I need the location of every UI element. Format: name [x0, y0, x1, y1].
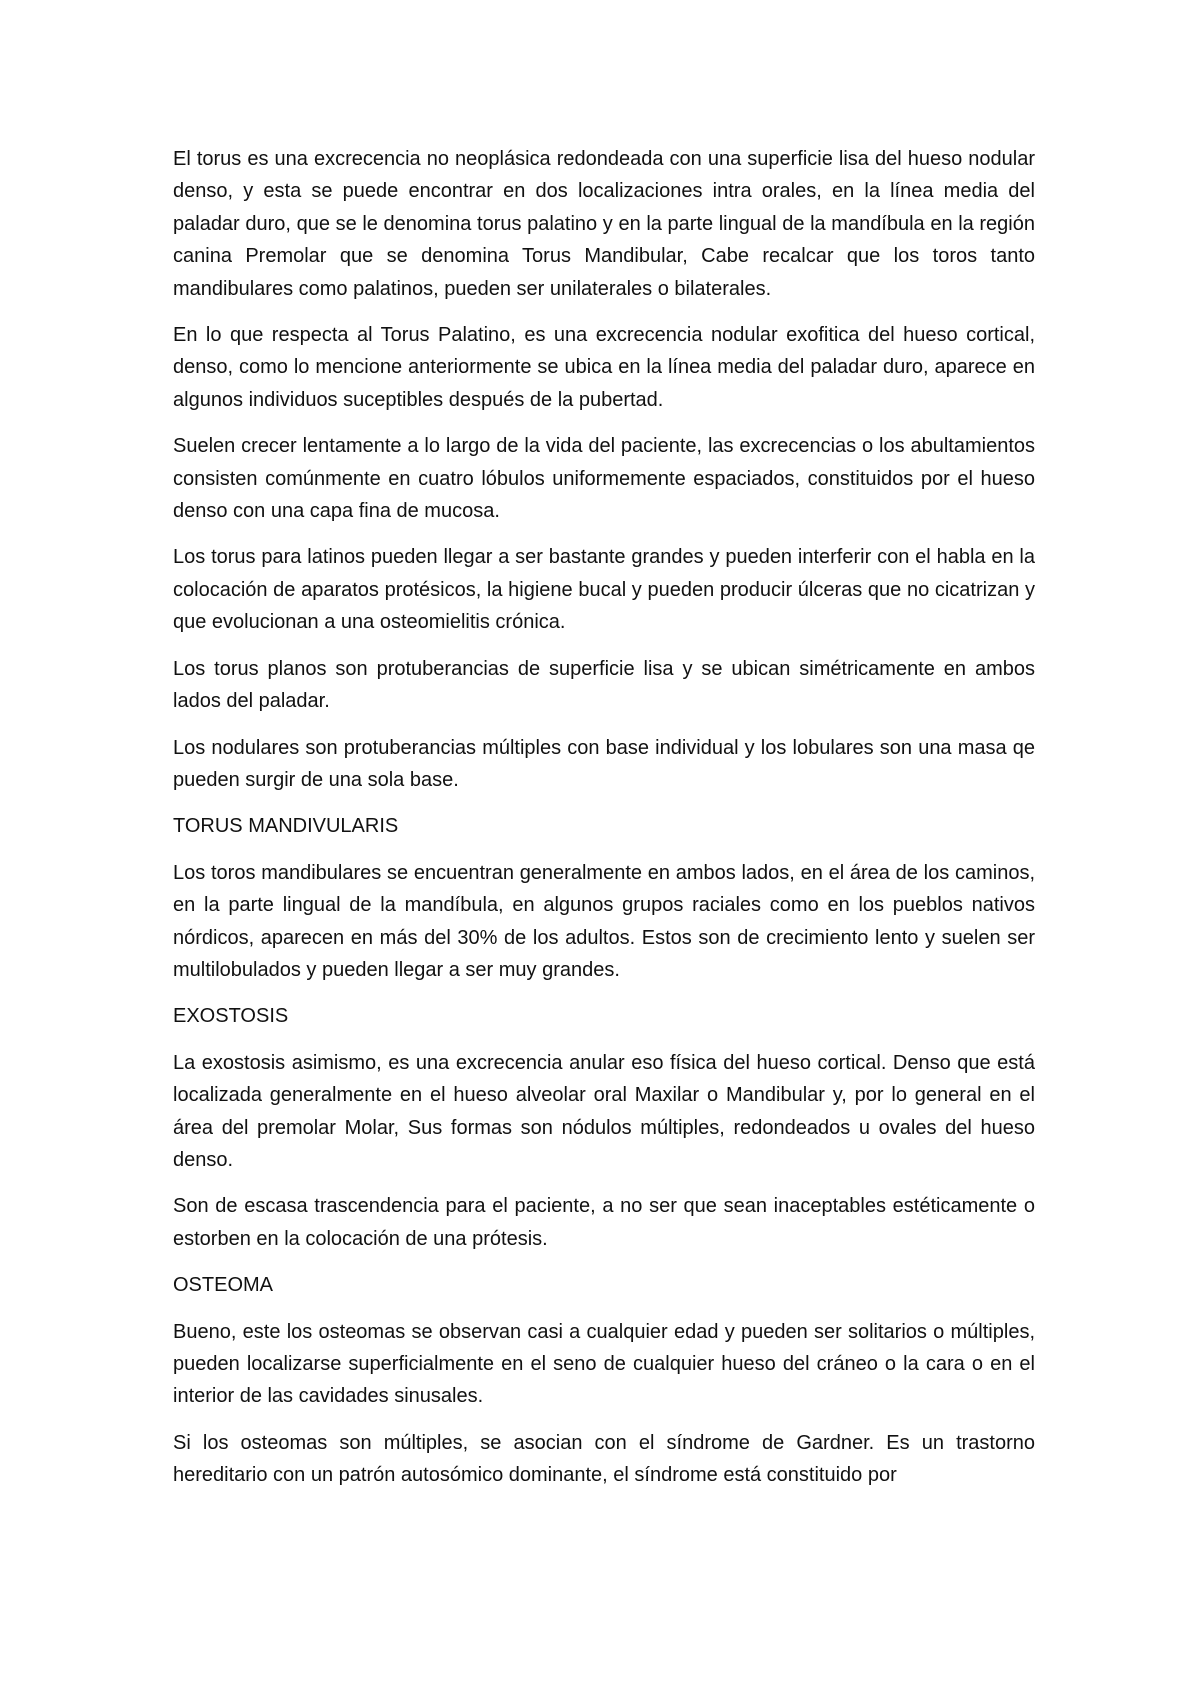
paragraph-torus-palatino: En lo que respecta al Torus Palatino, es una excrecencia nodular exofitica del hueso cortical, denso, como lo mencione anteriormente se ubica en la línea media del paladar duro, aparece en algunos individuos suceptibles después de la pubertad.	[173, 324, 1035, 411]
heading-torus-mandibularis: TORUS MANDIVULARIS	[173, 815, 399, 838]
heading-osteoma: OSTEOMA	[173, 1274, 274, 1297]
paragraph-trascendencia: Son de escasa trascendencia para el paciente, a no ser que sean inaceptables estéticamente o estorben en la colocación de una prótesis.	[173, 1195, 1035, 1250]
paragraph-osteomas: Bueno, este los osteomas se observan casi a cualquier edad y pueden ser solitarios o múltiples, pueden localizarse superficialmente en el seno de cualquier hueso del cráneo o la cara o en el interior de las cavidades sinusales.	[173, 1320, 1035, 1408]
paragraph-exostosis: La exostosis asimismo, es una excrecencia anular eso física del hueso cortical. Denso que está localizada generalmente en el hueso alveolar oral Maxilar o Mandibular y, por lo general en el área del premolar Molar, Sus formas son nódulos múltiples, redondeados u ovales del hueso denso.	[173, 1051, 1035, 1171]
paragraph-torus-intro: El torus es una excrecencia no neoplásica redondeada con una superficie lisa del hueso nodular denso, y esta se puede encontrar en dos localizaciones intra orales, en la línea media del paladar duro, que se le denomina torus palatino y en la parte lingual de la mandíbula en la región canina Premolar que se denomina Torus Mandibular, Cabe recalcar que los toros tanto mandibulares como palatinos, pueden ser unilaterales o bilaterales.	[173, 148, 1035, 300]
paragraph-crecimiento: Suelen crecer lentamente a lo largo de la vida del paciente, las excrecencias o los abultamientos consisten comúnmente en cuatro lóbulos uniformemente espaciados, constituidos por el hueso denso con una capa fina de mucosa.	[173, 435, 1035, 523]
paragraph-nodulares: Los nodulares son protuberancias múltiples con base individual y los lobulares son una masa qe pueden surgir de una sola base.	[173, 736, 1035, 791]
document-body	[173, 143, 1035, 1506]
paragraph-torus-planos: Los torus planos son protuberancias de superficie lisa y se ubican simétricamente en ambos lados del paladar.	[173, 657, 1035, 713]
paragraph-torus-grandes: Los torus para latinos pueden llegar a ser bastante grandes y pueden interferir con el habla en la colocación de aparatos protésicos, la higiene bucal y pueden producir úlceras que no cicatrizan y que evolucionan a una osteomielitis crónica.	[173, 546, 1035, 634]
paragraph-toros-mandibulares: Los toros mandibulares se encuentran generalmente en ambos lados, en el área de los caminos, en la parte lingual de la mandíbula, en algunos grupos raciales como en los pueblos nativos nórdicos, aparecen en más del 30% de los adultos. Estos son de crecimiento lento y suelen ser multilobulados y pueden llegar a ser muy grandes.	[173, 861, 1035, 981]
heading-exostosis: EXOSTOSIS	[173, 1005, 289, 1028]
paragraph-gardner: Si los osteomas son múltiples, se asocian con el síndrome de Gardner. Es un trastorno hereditario con un patrón autosómico dominante, el síndrome está constituido por	[173, 1431, 1035, 1487]
